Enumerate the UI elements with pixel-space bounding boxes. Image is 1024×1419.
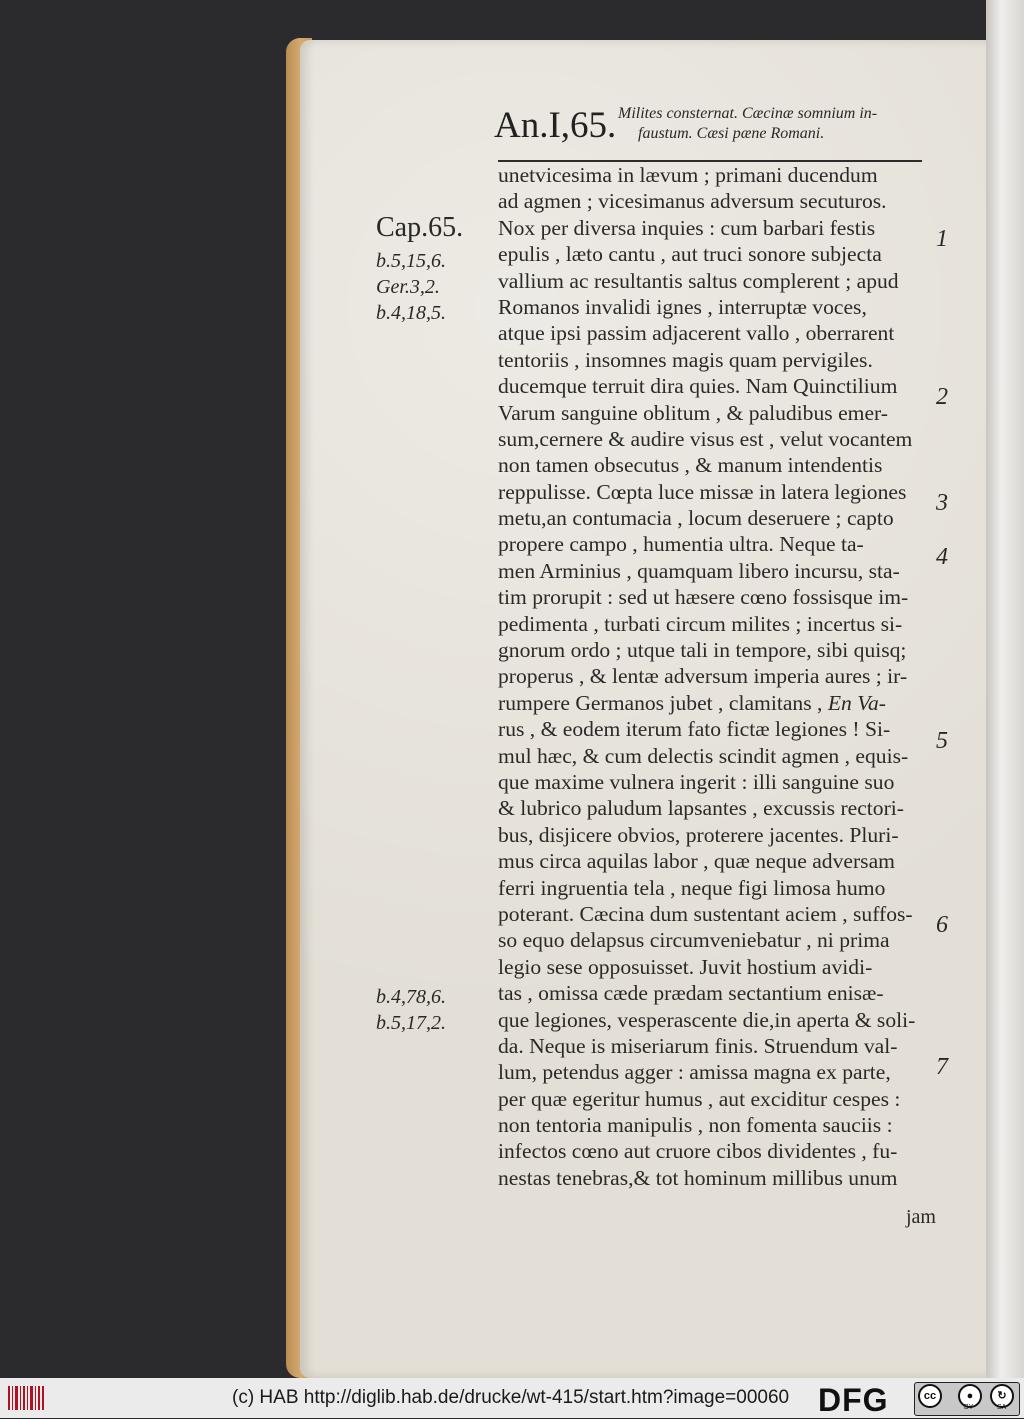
text-line: nestas tenebras,& tot hominum millibus unum [498,1165,898,1190]
text-line: mus circa aquilas labor , quæ neque adversam [498,849,895,874]
cc-license-badge[interactable] [914,1380,1020,1416]
facing-page-edge [986,0,1024,1378]
section-number: 1 [936,226,948,252]
text-line: pedimenta , turbati circum milites ; incertus si- [498,611,903,636]
running-head-summary [618,104,934,144]
text-line: ferri ingruentia tela , neque figi limosa humo [498,875,886,900]
text-line: men Arminius , quamquam libero incursu, sta- [498,558,900,583]
text-line: properus , & lentæ adversum imperia aures ; ir- [498,664,908,689]
text-line: reppulisse. Cœpta luce missæ in latera legiones [498,479,907,504]
text-line: tas , omissa cæde prædam sectantium enisæ- [498,981,884,1006]
by-label: BY [964,1404,974,1411]
text-line: Varum sanguine oblitum , & paludibus emer- [498,400,888,425]
section-number: 6 [936,912,948,938]
text-line: ad agmen ; vicesimanus adversum secuturos. [498,189,887,214]
text-line: epulis , læto cantu , aut truci sonore subjecta [498,242,882,267]
italic-quote: En Va- [827,690,886,715]
text-line [498,690,938,716]
section-number: 4 [936,544,948,570]
text-line: Nox per diversa inquies : cum barbari festis [498,215,876,240]
text-line: que maxime vulnera ingerit : illi sanguine suo [498,769,895,794]
share-alike-icon: ↻ [990,1384,1014,1408]
text-line: non tentoria manipulis , non fomenta sauciis : [498,1113,893,1138]
text-line: tim prorupit : sed ut hæsere cœno fossisque im- [498,585,909,610]
margin-reference: b.4,78,6. [376,986,446,1008]
source-credit-link[interactable]: (c) HAB http://diglib.hab.de/drucke/wt-415/start.htm?image=00060 [232,1387,790,1408]
text-line: poterant. Cæcina dum sustentant aciem , suffos- [498,901,913,926]
text-line: unetvicesima in lævum ; primani ducendum [498,163,878,187]
catchword: jam [906,1206,936,1228]
text-line: lum, petendus agger : amissa magna ex parte, [498,1060,891,1085]
text-line: metu,an contumacia , locum deseruere ; capto [498,506,894,531]
running-head-summary-line: faustum. Cæsi pæne Romani. [638,125,825,142]
text-line: rus , & eodem iterum fato fictæ legiones ! Si- [498,717,891,742]
text-line: non tamen obsecutus , & manum intendentis [498,453,883,478]
margin-reference: b.4,18,5. [376,302,446,324]
text-line: que legiones, vesperascente die,in aperta & soli- [498,1007,916,1032]
dfg-logo[interactable]: DFG [818,1382,889,1418]
text-line: bus, disjicere obvios, proterere jacentes. Pluri- [498,822,899,847]
text-line: tentoriis , insomnes magis quam pervigiles. [498,347,873,372]
section-number: 3 [936,490,948,516]
text-line: vallium ac resultantis saltus complerent ; apud [498,268,899,293]
text-line: sum,cernere & audire visus est , velut vocantem [498,426,913,451]
text-line: so equo delapsus circumveniebatur , ni prima [498,928,890,953]
text-line: atque ipsi passim adjacerent vallo , oberrarent [498,321,895,346]
text-line: per quæ egeritur humus , aut exciditur cespes : [498,1086,901,1111]
running-head-year-chapter: An.I,65. [494,105,617,146]
body-text [498,162,938,1191]
text-line: da. Neque is miseriarum finis. Struendum val- [498,1033,898,1058]
section-number: 7 [936,1054,948,1080]
hab-barcode-logo[interactable] [8,1386,44,1410]
sa-label: SA [997,1404,1007,1411]
text-line: & lubrico paludum lapsantes , excussis rectori- [498,796,904,821]
running-head [494,100,934,162]
margin-notes [376,0,496,1378]
text-line: mul hæc, & cum delectis scindit agmen , equis- [498,743,909,768]
running-head-summary-line: Milites consternat. Cæcinæ somnium in- [618,105,878,122]
text-line: gnorum ordo ; utque tali in tempore, sibi quisq; [498,638,907,663]
footer-bar [0,1378,1024,1418]
cc-icon: cc [918,1384,942,1408]
margin-reference: b.5,15,6. [376,250,446,272]
text-line-roman: rumpere Germanos jubet , clamitans , [498,690,828,715]
text-line: Romanos invalidi ignes , interruptæ voces, [498,294,867,319]
text-line: infectos cœno aut cruore cibos dividentes , fu- [498,1139,898,1164]
text-line: propere campo , humentia ultra. Neque ta- [498,532,864,557]
text-line: ducemque terruit dira quies. Nam Quinctilium [498,374,898,399]
margin-chapter-label: Cap.65. [376,212,464,243]
person-icon: ● [958,1384,982,1408]
margin-reference: Ger.3,2. [376,276,440,298]
section-numbers [936,0,966,1378]
section-number: 5 [936,728,948,754]
margin-reference: b.5,17,2. [376,1012,446,1034]
section-number: 2 [936,384,948,410]
text-line: legio sese opposuisset. Juvit hostium avidi- [498,954,873,979]
